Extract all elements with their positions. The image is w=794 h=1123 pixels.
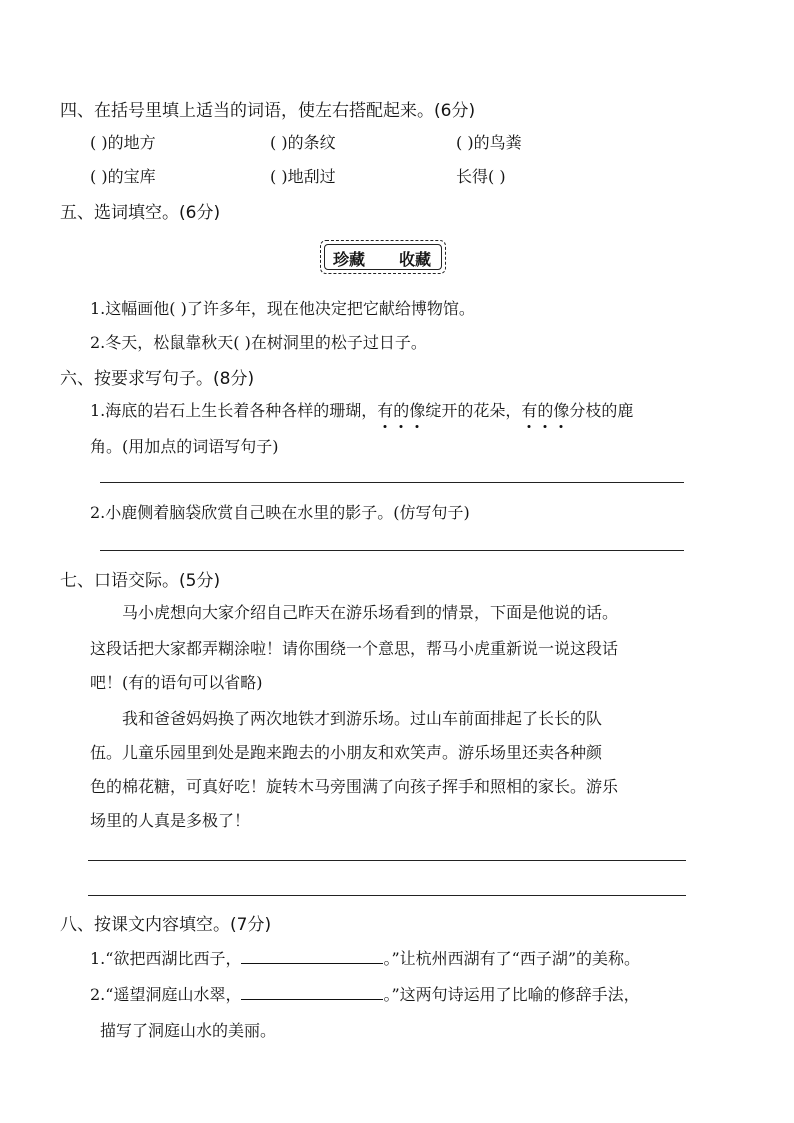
answer-line[interactable] [88, 895, 686, 896]
section-8-title: 八、按课文内容填空。(7分) [60, 915, 272, 935]
blank-item[interactable]: ( )地刮过 [270, 167, 336, 186]
question-text: 。”这两句诗运用了比喻的修辞手法， [383, 985, 640, 1004]
question-5-2[interactable]: 2.冬天，松鼠靠秋天( )在树洞里的松子过日子。 [90, 333, 427, 352]
story-line: 场里的人真是多极了！ [90, 811, 251, 830]
emphasis-char: 有 [377, 401, 394, 420]
blank-item[interactable]: ( )的鸟粪 [456, 133, 522, 152]
question-text: 分枝的鹿 [569, 401, 634, 420]
intro-line: 马小虎想向大家介绍自己昨天在游乐场看到的情景，下面是他说的话。 [122, 603, 619, 622]
emphasis-words [521, 401, 569, 420]
intro-line: 吧！(有的语句可以省略) [90, 673, 263, 692]
question-5-1[interactable]: 1.这幅画他( )了许多年，现在他决定把它献给博物馆。 [90, 299, 475, 318]
question-8-2 [90, 982, 640, 1005]
emphasis-char: 像 [553, 401, 570, 420]
emphasis-char: 的 [393, 401, 410, 420]
emphasis-char: 有 [521, 401, 538, 420]
question-6-1-note: 角。(用加点的词语写句子) [90, 437, 279, 456]
answer-line[interactable] [100, 482, 684, 483]
section-5-title: 五、选词填空。(6分) [60, 203, 221, 223]
story-line: 我和爸爸妈妈换了两次地铁才到游乐场。过山车前面排起了长长的队 [122, 709, 603, 728]
question-text: 2.“遥望洞庭山水翠， [90, 985, 242, 1004]
blank-item[interactable]: ( )的条纹 [270, 133, 336, 152]
section-6-title: 六、按要求写句子。(8分) [60, 369, 255, 389]
story-line: 色的棉花糖，可真好吃！旋转木马旁围满了向孩子挥手和照相的家长。游乐 [90, 777, 619, 796]
fill-blank[interactable] [241, 983, 383, 1000]
question-8-2-line2: 描写了洞庭山水的美丽。 [100, 1021, 277, 1040]
emphasis-words [377, 401, 425, 420]
question-text: 。”让杭州西湖有了“西子湖”的美称。 [383, 949, 640, 968]
emphasis-char: 的 [537, 401, 554, 420]
question-text: 1.海底的岩石上生长着各种各样的珊瑚， [90, 401, 378, 420]
emphasis-char: 像 [409, 401, 426, 420]
fill-blank[interactable] [241, 947, 383, 964]
word-option: 收藏 [399, 250, 432, 269]
blank-item[interactable]: 长得( ) [456, 167, 506, 186]
section-7-title: 七、口语交际。(5分) [60, 571, 221, 591]
word-option: 珍藏 [333, 250, 366, 269]
answer-line[interactable] [100, 550, 684, 551]
blank-item[interactable]: ( )的地方 [90, 133, 156, 152]
question-text: 1.“欲把西湖比西子， [90, 949, 242, 968]
intro-line: 这段话把大家都弄糊涂啦！请你围绕一个意思，帮马小虎重新说一说这段话 [90, 639, 619, 658]
question-text: 绽开的花朵， [425, 401, 522, 420]
blank-item[interactable]: ( )的宝库 [90, 167, 156, 186]
question-8-1 [90, 946, 640, 969]
section-4-title: 四、在括号里填上适当的词语，使左右搭配起来。(6分) [60, 101, 476, 121]
story-line: 伍。儿童乐园里到处是跑来跑去的小朋友和欢笑声。游乐场里还卖各种颜 [90, 743, 603, 762]
question-6-1 [90, 398, 633, 421]
word-box [320, 240, 446, 274]
question-6-2: 2.小鹿侧着脑袋欣赏自己映在水里的影子。(仿写句子) [90, 503, 470, 522]
answer-line[interactable] [88, 860, 686, 861]
